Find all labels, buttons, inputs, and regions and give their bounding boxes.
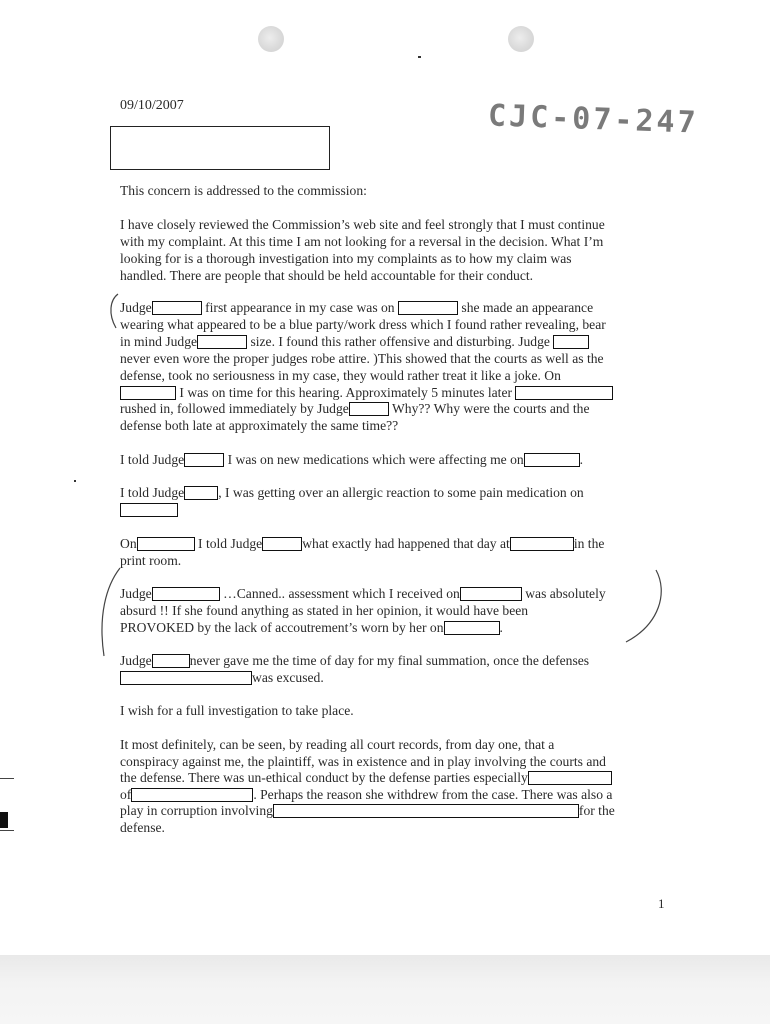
text-segment: in mind Judge — [120, 334, 198, 349]
handwritten-bracket-p6-right — [620, 568, 666, 646]
text-segment: I was on time for this hearing. Approximately 5 minutes later — [179, 385, 513, 400]
redaction-box — [510, 537, 574, 551]
p8-line: I wish for a full investigation to take place. — [120, 703, 354, 718]
p9-line: conspiracy against me, the plaintiff, was in existence and in play involving the courts and — [120, 754, 606, 769]
p5-line — [120, 536, 672, 553]
redaction-box — [152, 654, 190, 668]
p4-line — [120, 502, 672, 519]
text-segment: never gave me the time of day for my final summation, once the defenses — [189, 653, 590, 668]
redaction-box — [131, 788, 253, 802]
text-segment: rushed in, followed immediately by Judge — [120, 401, 349, 416]
p6-line — [120, 620, 672, 637]
p9-line — [120, 770, 672, 787]
redaction-box — [460, 587, 522, 601]
salutation: This concern is addressed to the commission: — [120, 183, 367, 198]
p9-line: It most definitely, can be seen, by reading all court records, from day one, that a — [120, 737, 555, 752]
case-number-stamp: CJC-07-247 — [487, 98, 700, 141]
text-segment: first appearance in my case was on — [205, 300, 395, 315]
text-segment: size. I found this rather offensive and disturbing. Judge — [250, 334, 550, 349]
redaction-box — [553, 335, 589, 349]
text-segment: . Perhaps the reason she withdrew from the case. There was also a — [253, 787, 613, 802]
p6-line — [120, 586, 672, 603]
redaction-box — [152, 301, 202, 315]
p6-line: absurd !! If she found anything as stated in her opinion, it would have been — [120, 603, 529, 618]
p7-line — [120, 670, 672, 687]
text-segment: Judge — [120, 300, 152, 315]
p2-line — [120, 300, 672, 317]
text-segment: the defense. There was un-ethical conduct by the defense parties especially — [120, 770, 528, 785]
text-segment: , I was getting over an allergic reaction to some pain medication on — [218, 485, 584, 500]
p9-line: defense. — [120, 820, 165, 835]
text-segment: On — [120, 536, 137, 551]
text-segment: I told Judge — [198, 536, 263, 551]
redaction-box — [398, 301, 458, 315]
p2-line — [120, 385, 672, 402]
redaction-box — [444, 621, 500, 635]
p2-line: wearing what appeared to be a blue party/work dress which I found rather revealing, bear — [120, 317, 606, 332]
scan-edge-line — [0, 778, 14, 779]
p5-line: print room. — [120, 553, 182, 568]
text-segment: . — [499, 620, 503, 635]
redaction-box — [524, 453, 580, 467]
redaction-box — [349, 402, 389, 416]
p7-line — [120, 653, 672, 670]
p2-line — [120, 401, 672, 418]
redaction-box — [120, 503, 178, 517]
text-segment: in the — [573, 536, 605, 551]
redaction-box — [184, 453, 224, 467]
p2-line: never even wore the proper judges robe attire. )This showed that the courts as well as the — [120, 351, 604, 366]
p2-line: defense, took no seriousness in my case, they would rather treat it like a joke. On — [120, 368, 561, 383]
redaction-box — [184, 486, 218, 500]
scan-bottom-band — [0, 955, 770, 1024]
text-segment: I was on new medications which were affecting me on — [227, 452, 524, 467]
text-segment: she made an appearance — [461, 300, 594, 315]
handwritten-bracket-p2 — [104, 292, 122, 332]
text-segment: play in corruption involving — [120, 803, 273, 818]
punch-hole-left — [258, 26, 284, 52]
scan-speck — [418, 56, 421, 58]
redaction-box — [528, 771, 612, 785]
text-segment: Judge — [120, 586, 152, 601]
text-segment: for the — [578, 803, 615, 818]
text-segment: of — [120, 787, 132, 802]
scan-edge-mark — [0, 812, 8, 828]
p1-line: with my complaint. At this time I am not looking for a reversal in the decision. What I’m — [120, 234, 604, 249]
text-segment: Judge — [120, 653, 152, 668]
letter-date: 09/10/2007 — [120, 98, 184, 113]
redaction-box — [197, 335, 247, 349]
text-segment: I told Judge — [120, 485, 185, 500]
redacted-address-box — [110, 126, 330, 170]
text-segment: . — [579, 452, 584, 467]
redaction-box — [262, 537, 302, 551]
redaction-box — [120, 386, 176, 400]
scan-speck — [74, 480, 76, 482]
text-segment: was absolutely — [525, 586, 606, 601]
p1-line: looking for is a thorough investigation into my complaints as to how my claim was — [120, 251, 572, 266]
p4-line — [120, 485, 672, 502]
text-segment: was excused. — [252, 670, 324, 685]
punch-hole-right — [508, 26, 534, 52]
redaction-box — [515, 386, 613, 400]
handwritten-bracket-p6-left — [96, 566, 124, 662]
p3-line — [120, 452, 672, 469]
text-segment: I told Judge — [120, 452, 185, 467]
text-segment: Why?? Why were the courts and the — [391, 401, 590, 416]
redaction-box — [120, 671, 252, 685]
p1-line: I have closely reviewed the Commission’s web site and feel strongly that I must continue — [120, 217, 605, 232]
redaction-box — [152, 587, 220, 601]
p2-line — [120, 334, 672, 351]
scan-edge-line — [0, 830, 14, 831]
text-segment: …Canned.. assessment which I received on — [223, 586, 460, 601]
p9-line — [120, 787, 672, 804]
text-segment: PROVOKED by the lack of accoutrement’s worn by her on — [120, 620, 444, 635]
redaction-box — [273, 804, 579, 818]
p1-line: handled. There are people that should be held accountable for their conduct. — [120, 268, 534, 283]
p9-line — [120, 803, 672, 820]
text-segment: what exactly had happened that day at — [302, 536, 510, 551]
page-number: 1 — [658, 896, 665, 911]
redaction-box — [137, 537, 195, 551]
p2-line: defense both late at approximately the same time?? — [120, 418, 399, 433]
